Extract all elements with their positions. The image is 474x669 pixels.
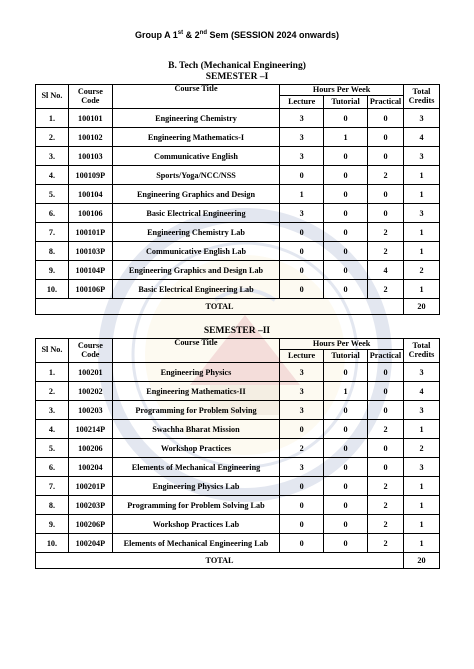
course-code-cell: 100109P	[68, 166, 112, 185]
practical-cell: 2	[368, 496, 404, 515]
tutorial-cell: 0	[324, 261, 368, 280]
credits-cell: 4	[404, 128, 440, 147]
course-code-cell: 100201	[68, 363, 112, 382]
credits-cell: 4	[403, 382, 439, 401]
practical-cell: 0	[368, 363, 404, 382]
practical-cell: 2	[368, 280, 404, 299]
header-hours-per-week: Hours Per Week	[280, 85, 404, 96]
practical-cell: 0	[368, 109, 404, 128]
document-title: Group A 1st & 2nd Sem (SESSION 2024 onwards)	[134, 30, 340, 40]
header-course-title: Course Title	[112, 339, 279, 363]
sl-no-cell: 3.	[36, 147, 69, 166]
table-row	[36, 363, 440, 382]
practical-cell: 0	[368, 204, 404, 223]
lecture-cell: 0	[280, 242, 324, 261]
tutorial-cell: 0	[324, 166, 368, 185]
header-total-credits: Total Credits	[404, 85, 440, 109]
lecture-cell: 3	[280, 382, 324, 401]
course-title-cell: Engineering Physics	[112, 363, 279, 382]
table-row	[36, 128, 440, 147]
sl-no-cell: 6.	[36, 204, 69, 223]
header-sl-no: Sl No.	[36, 339, 69, 363]
total-row	[36, 299, 440, 315]
lecture-cell: 3	[280, 128, 324, 147]
course-title-cell: Basic Electrical Engineering	[112, 204, 279, 223]
table-row	[36, 515, 440, 534]
header-hours-per-week: Hours Per Week	[280, 339, 404, 350]
credits-cell: 1	[403, 477, 439, 496]
table-row	[36, 420, 440, 439]
course-title-cell: Engineering Chemistry Lab	[112, 223, 279, 242]
course-title-cell: Elements of Mechanical Engineering Lab	[112, 534, 279, 553]
course-title-cell: Programming for Problem Solving Lab	[112, 496, 279, 515]
course-title-cell: Elements of Mechanical Engineering	[112, 458, 279, 477]
credits-cell: 1	[404, 242, 440, 261]
sl-no-cell: 10.	[36, 534, 69, 553]
course-title-cell: Sports/Yoga/NCC/NSS	[112, 166, 279, 185]
credits-cell: 1	[403, 515, 439, 534]
credits-cell: 3	[403, 401, 439, 420]
course-code-cell: 100204P	[68, 534, 112, 553]
sl-no-cell: 6.	[36, 458, 69, 477]
lecture-cell: 0	[280, 515, 324, 534]
sl-no-cell: 7.	[36, 223, 69, 242]
lecture-cell: 3	[280, 363, 324, 382]
course-code-cell: 100203P	[68, 496, 112, 515]
course-code-cell: 100204	[68, 458, 112, 477]
tutorial-cell: 0	[324, 242, 368, 261]
table-row	[36, 204, 440, 223]
course-title-cell: Engineering Graphics and Design	[112, 185, 279, 204]
practical-cell: 0	[368, 439, 404, 458]
total-credits-value: 20	[404, 299, 440, 315]
tutorial-cell: 1	[324, 128, 368, 147]
table-row	[36, 166, 440, 185]
practical-cell: 2	[368, 420, 404, 439]
practical-cell: 0	[368, 458, 404, 477]
sl-no-cell: 1.	[36, 363, 69, 382]
sl-no-cell: 3.	[36, 401, 69, 420]
tutorial-cell: 0	[324, 458, 368, 477]
lecture-cell: 0	[280, 261, 324, 280]
table-row	[36, 458, 440, 477]
table-row	[36, 439, 440, 458]
course-code-cell: 100206	[68, 439, 112, 458]
total-row	[36, 553, 440, 569]
credits-cell: 1	[403, 420, 439, 439]
lecture-cell: 3	[280, 458, 324, 477]
lecture-cell: 0	[280, 223, 324, 242]
course-title-cell: Workshop Practices	[112, 439, 279, 458]
practical-cell: 2	[368, 166, 404, 185]
sl-no-cell: 5.	[36, 185, 69, 204]
sl-no-cell: 4.	[36, 166, 69, 185]
table-row	[36, 147, 440, 166]
practical-cell: 2	[368, 242, 404, 261]
table-row	[36, 382, 440, 401]
practical-cell: 0	[368, 128, 404, 147]
course-title-cell: Basic Electrical Engineering Lab	[112, 280, 279, 299]
course-code-cell: 100101	[68, 109, 112, 128]
course-code-cell: 100106	[68, 204, 112, 223]
sl-no-cell: 8.	[36, 496, 69, 515]
practical-cell: 2	[368, 515, 404, 534]
total-credits-value: 20	[403, 553, 439, 569]
semester-2-heading: SEMESTER –II	[203, 326, 271, 336]
semester-1-table	[35, 84, 440, 315]
credits-cell: 3	[404, 147, 440, 166]
sl-no-cell: 4.	[36, 420, 69, 439]
course-title-cell: Engineering Mathematics-II	[112, 382, 279, 401]
table-row	[36, 401, 440, 420]
lecture-cell: 3	[280, 147, 324, 166]
semester-1-heading: SEMESTER –I	[205, 72, 269, 82]
practical-cell: 2	[368, 477, 404, 496]
lecture-cell: 0	[280, 477, 324, 496]
total-label: TOTAL	[36, 553, 404, 569]
lecture-cell: 0	[280, 166, 324, 185]
tutorial-cell: 0	[324, 534, 368, 553]
course-title-cell: Workshop Practices Lab	[112, 515, 279, 534]
header-sl-no: Sl No.	[36, 85, 69, 109]
header-lecture: Lecture	[280, 350, 324, 363]
course-code-cell: 100206P	[68, 515, 112, 534]
credits-cell: 3	[404, 109, 440, 128]
table-row	[36, 496, 440, 515]
lecture-cell: 0	[280, 420, 324, 439]
header-lecture: Lecture	[280, 96, 324, 109]
practical-cell: 0	[368, 147, 404, 166]
tutorial-cell: 0	[324, 477, 368, 496]
tutorial-cell: 0	[324, 496, 368, 515]
credits-cell: 1	[404, 223, 440, 242]
header-practical: Practical	[368, 96, 404, 109]
header-course-code: Course Code	[68, 85, 112, 109]
practical-cell: 0	[368, 401, 404, 420]
credits-cell: 3	[403, 363, 439, 382]
course-title-cell: Engineering Mathematics-I	[112, 128, 279, 147]
tutorial-cell: 0	[324, 147, 368, 166]
lecture-cell: 1	[280, 185, 324, 204]
course-code-cell: 100101P	[68, 223, 112, 242]
course-title-cell: Engineering Chemistry	[112, 109, 279, 128]
header-tutorial: Tutorial	[324, 96, 368, 109]
header-course-code: Course Code	[68, 339, 112, 363]
sl-no-cell: 7.	[36, 477, 69, 496]
tutorial-cell: 0	[324, 363, 368, 382]
lecture-cell: 0	[280, 496, 324, 515]
sl-no-cell: 2.	[36, 128, 69, 147]
course-code-cell: 100104	[68, 185, 112, 204]
credits-cell: 1	[404, 280, 440, 299]
sl-no-cell: 1.	[36, 109, 69, 128]
course-title-cell: Engineering Physics Lab	[112, 477, 279, 496]
sl-no-cell: 5.	[36, 439, 69, 458]
sl-no-cell: 8.	[36, 242, 69, 261]
table-row	[36, 242, 440, 261]
course-code-cell: 100104P	[68, 261, 112, 280]
course-code-cell: 100102	[68, 128, 112, 147]
table-row	[36, 280, 440, 299]
sl-no-cell: 10.	[36, 280, 69, 299]
table-row	[36, 223, 440, 242]
credits-cell: 2	[403, 439, 439, 458]
course-code-cell: 100203	[68, 401, 112, 420]
credits-cell: 3	[404, 204, 440, 223]
course-code-cell: 100103P	[68, 242, 112, 261]
lecture-cell: 3	[280, 204, 324, 223]
practical-cell: 0	[368, 185, 404, 204]
tutorial-cell: 0	[324, 401, 368, 420]
lecture-cell: 3	[280, 109, 324, 128]
credits-cell: 1	[404, 185, 440, 204]
course-title-cell: Communicative English	[112, 147, 279, 166]
table-row	[36, 477, 440, 496]
header-practical: Practical	[368, 350, 404, 363]
course-code-cell: 100201P	[68, 477, 112, 496]
credits-cell: 1	[403, 496, 439, 515]
tutorial-cell: 0	[324, 204, 368, 223]
semester-2-table	[35, 338, 440, 569]
tutorial-cell: 1	[324, 382, 368, 401]
lecture-cell: 3	[280, 401, 324, 420]
table-row	[36, 534, 440, 553]
course-code-cell: 100202	[68, 382, 112, 401]
table-row	[36, 109, 440, 128]
sl-no-cell: 9.	[36, 261, 69, 280]
tutorial-cell: 0	[324, 515, 368, 534]
practical-cell: 4	[368, 261, 404, 280]
practical-cell: 2	[368, 534, 404, 553]
tutorial-cell: 0	[324, 420, 368, 439]
lecture-cell: 0	[280, 280, 324, 299]
course-title-cell: Communicative English Lab	[112, 242, 279, 261]
tutorial-cell: 0	[324, 280, 368, 299]
course-code-cell: 100214P	[68, 420, 112, 439]
course-title-cell: Engineering Graphics and Design Lab	[112, 261, 279, 280]
total-label: TOTAL	[36, 299, 404, 315]
credits-cell: 1	[403, 534, 439, 553]
tutorial-cell: 0	[324, 439, 368, 458]
credits-cell: 1	[404, 166, 440, 185]
tutorial-cell: 0	[324, 223, 368, 242]
program-name: B. Tech (Mechanical Engineering)	[168, 61, 306, 71]
header-course-title: Course Title	[112, 85, 279, 109]
table-row	[36, 261, 440, 280]
course-title-cell: Swachha Bharat Mission	[112, 420, 279, 439]
course-code-cell: 100103	[68, 147, 112, 166]
lecture-cell: 0	[280, 534, 324, 553]
course-title-cell: Programming for Problem Solving	[112, 401, 279, 420]
tutorial-cell: 0	[324, 109, 368, 128]
credits-cell: 3	[403, 458, 439, 477]
table-row	[36, 185, 440, 204]
course-code-cell: 100106P	[68, 280, 112, 299]
practical-cell: 0	[368, 382, 404, 401]
sl-no-cell: 2.	[36, 382, 69, 401]
credits-cell: 2	[404, 261, 440, 280]
practical-cell: 2	[368, 223, 404, 242]
tutorial-cell: 0	[324, 185, 368, 204]
header-tutorial: Tutorial	[324, 350, 368, 363]
header-total-credits: Total Credits	[403, 339, 439, 363]
sl-no-cell: 9.	[36, 515, 69, 534]
lecture-cell: 2	[280, 439, 324, 458]
